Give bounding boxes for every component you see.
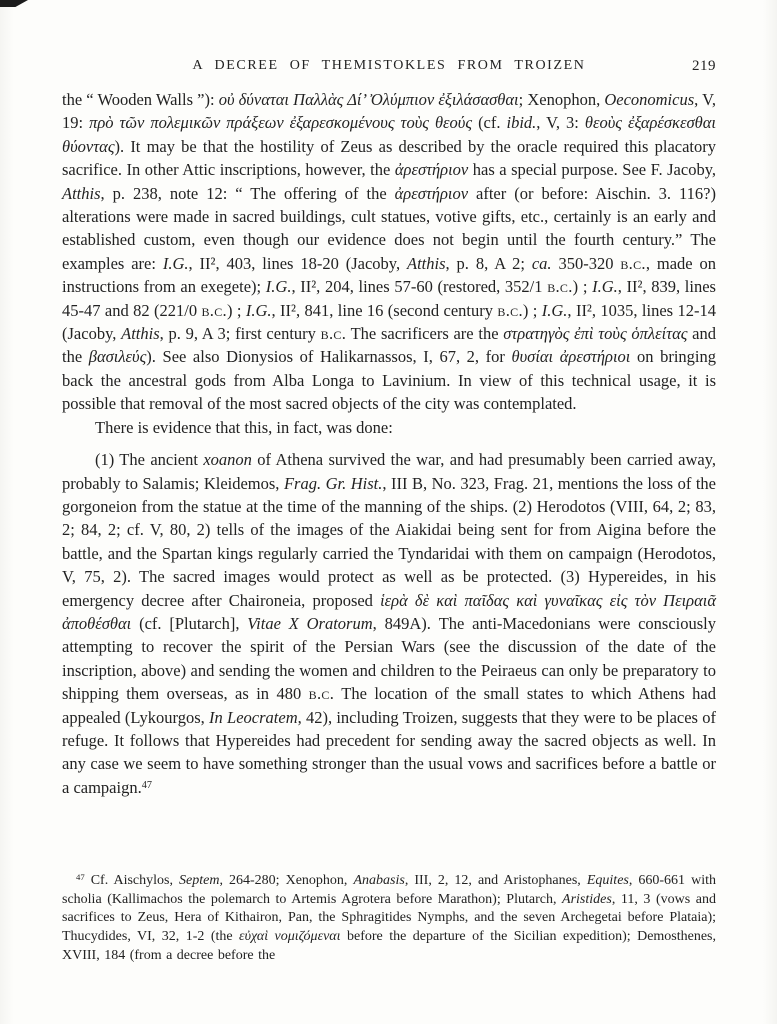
greek-text: οὐ δύναται Παλλὰς Δί’ Ὀλύμπιον ἐξιλάσασθαι (218, 90, 519, 109)
text-run: , made on instructions from an exegete); (62, 253, 716, 297)
smallcaps-text: b.c. (308, 684, 335, 704)
text-run: after (or before: Aischin. 3. 116?) alterations were made in sacred buildings, cult statues, votive gifts, etc., certainly is an early and established custom, even though our evidence does not begin until the fourth century.” The examples are: (62, 183, 716, 273)
italic-text: In Leocratem (209, 707, 298, 727)
text-run: on bringing back the ancestral gods from Alba Longa to Lavinium. In view of this technical usage, it is possible that removal of the most sacred objects of the city was contemplated. (62, 347, 716, 414)
italic-text: Aristides (562, 891, 612, 907)
text-run: ). It may be that the hostility of Zeus as described by the oracle required this placatory sacrifice. In other Attic inscriptions, however, the (62, 136, 716, 180)
scan-artifact-corner (0, 0, 28, 7)
text-run: , II², 403, lines 18-20 (Jacoby, (188, 253, 408, 273)
text-run: Cf. Aischylos, (84, 873, 180, 888)
paragraph (62, 416, 716, 439)
italic-text: ca. (531, 253, 552, 273)
text-run: has a special purpose. See F. Jacoby, (468, 160, 716, 180)
smallcaps-text: b.c. (497, 300, 523, 320)
greek-text: πρὸ τῶν πολεμικῶν πράξεων ἐξαρεσκομένους τοὺς θεούς (89, 113, 473, 133)
text-run: (cf. (472, 113, 507, 133)
italic-text: Anabasis (353, 873, 405, 888)
greek-text: ἀρεστήριον (394, 160, 469, 180)
greek-text: ἀρεστήριον (394, 183, 469, 203)
text-run: ) ; (226, 300, 246, 320)
text-run: ; Xenophon, (518, 90, 605, 109)
italic-text: I.G. (592, 277, 618, 297)
text-run: (cf. [Plutarch], (131, 613, 248, 633)
greek-text: θεοὺς ἐξαρέσκεσθαι θύοντας (62, 113, 716, 156)
text-run: ). See also Dionysios of Halikarnassos, I, 67, 2, for (146, 347, 512, 367)
italic-text: Atthis (62, 183, 101, 203)
text-run: , p. 9, A 3; first century (159, 324, 321, 344)
greek-text: βασιλεύς (88, 347, 147, 367)
text-run: , V, 3: (536, 113, 585, 133)
footnote-ref: 47 (141, 780, 152, 792)
text-run: , III, 2, 12, and Aristophanes, (404, 873, 587, 888)
text-run: , II², 204, lines 57-60 (restored, 352/1 (291, 277, 548, 297)
italic-text: ibid. (506, 113, 537, 133)
smallcaps-text: b.c. (201, 300, 227, 320)
text-run: ) ; (522, 300, 542, 320)
italic-text: I.G. (162, 253, 189, 273)
text-run: , II², 1035, lines 12-14 (Jacoby, (62, 300, 716, 344)
smallcaps-text: b.c. (320, 324, 347, 344)
smallcaps-text: b.c. (620, 253, 646, 273)
greek-text: στρατηγὸς ἐπὶ τοὺς ὁπλείτας (503, 324, 688, 344)
page-number: 219 (692, 58, 716, 74)
text-run: , 660-661 with scholia (Kallimachos the polemarch to Artemis Agrotera before Marathon); Plutarch, (62, 873, 716, 907)
greek-text: εὐχαὶ νομιζόμεναι (239, 929, 341, 945)
text-run: There is evidence that this, in fact, was done: (95, 417, 393, 437)
italic-text: Septem (179, 873, 220, 888)
italic-text: I.G. (541, 300, 568, 320)
text-run: , II², 841, line 16 (second century (271, 300, 498, 320)
smallcaps-text: b.c. (547, 277, 573, 297)
italic-text: I.G. (245, 300, 272, 320)
text-run: , 11, 3 (vows and sacrifices to Zeus, Hera of Kithairon, Pan, the Sphragitides Nymphs, and the seven Archegetai before Plataia); Thucydides, VI, 32, 1-2 (the (62, 891, 716, 945)
text-run: , III B, No. 323, Frag. 21, mentions the loss of the gorgoneion from the statue at the time of the manning of the ships. (2) Herodotos (VIII, 64, 2; 83, 2; 84, 2; cf. V, 80, 2) tells of the images of the Aiakidai being sent for from Aigina before the battle, and the Spartan kings regularly carried the Tyndaridai with them on campaign (Herodotos, V, 75, 2). The sacred images would protect as well as be protected. (3) Hypereides, in his emergency decree after Chaironeia, proposed (62, 473, 716, 610)
text-run: ) ; (572, 277, 593, 297)
text-run: of Athena survived the war, and had presumably been carried away, probably to Salamis; Kleidemos, (62, 450, 716, 493)
page-header (62, 58, 716, 78)
text-run: , II², 839, lines 45-47 and 82 (221/0 (62, 277, 716, 320)
page-body (62, 88, 716, 802)
italic-text: Atthis (121, 324, 160, 344)
text-run: (1) The ancient (95, 450, 204, 470)
text-run: The location of the small states to which Athens had appealed (Lykourgos, (62, 684, 716, 727)
text-run: , p. 238, note 12: “ The offering of the (100, 183, 395, 203)
text-run: 350-320 (551, 253, 621, 273)
text-run: the “ Wooden Walls ”): (62, 90, 219, 109)
page-header-title: A DECREE OF THEMISTOKLES FROM TROIZEN (192, 58, 586, 73)
italic-text: I.G. (265, 277, 292, 297)
text-run: The sacrificers are the (346, 324, 504, 344)
greek-text: θυσίαι ἀρεστήριοι (511, 347, 631, 367)
italic-text: Atthis (407, 253, 446, 273)
italic-text: Frag. Gr. Hist. (283, 473, 383, 493)
italic-text: Vitae X Oratorum (247, 613, 373, 633)
text-run: , 264-280; Xenophon, (219, 873, 354, 888)
footnote-ref: 47 (76, 872, 85, 883)
greek-text: ἱερὰ δὲ καὶ παῖδας καὶ γυναῖκας εἰς τὸν Πειραιᾶ ἀποθέσθαι (62, 590, 716, 633)
italic-text: xoanon (203, 450, 252, 470)
text-run: and the (62, 324, 716, 367)
paragraph (62, 88, 716, 416)
text-run: , V, 19: (62, 90, 717, 133)
paragraph (62, 448, 716, 802)
italic-text: Equites (586, 873, 629, 888)
italic-text: Oeconomicus (604, 90, 695, 109)
text-run: , 849A). The anti-Macedonians were consciously attempting to recover the spirit of the Persian Wars (see the discussion of the date of the inscription, above) and sending the women and children to the Peiraeus can only be preparatory to shipping them overseas, as in 480 (62, 613, 716, 704)
text-run: , p. 8, A 2; (445, 253, 532, 273)
footnote (62, 872, 716, 966)
text-run: , 42), including Troizen, suggests that they were to be places of refuge. It follows that Hypereides had precedent for sending away the sacred objects as well. In any case we seem to have something stronger than the usual vows and sacrifices before a battle or a campaign. (62, 707, 716, 797)
text-run: before the departure of the Sicilian expedition); Demosthenes, XVIII, 184 (from a decree before the (62, 929, 717, 963)
